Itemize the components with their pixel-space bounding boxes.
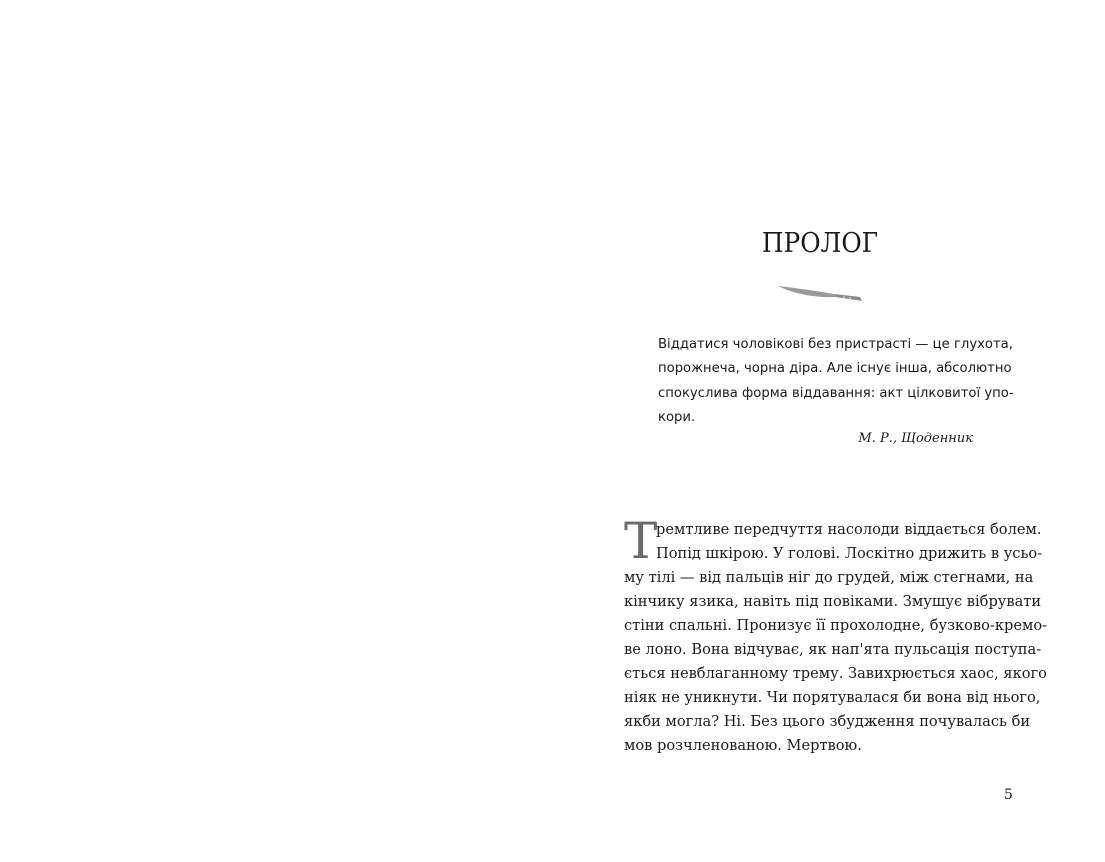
epigraph-line: порожнеча, чорна діра. Але існує інша, абсолютно xyxy=(658,361,1012,377)
drop-cap: Т xyxy=(624,512,658,570)
body-line: кінчику язика, навіть під повіками. Змушує вібрувати xyxy=(624,593,1042,610)
body-line: ється невблаганному трему. Завихрюється хаос, якого xyxy=(624,665,1047,682)
epigraph-line: кори. xyxy=(658,410,696,426)
epigraph-line: Віддатися чоловікові без пристрасті — це глухота, xyxy=(658,337,1013,352)
body-line: ніяк не уникнути. Чи порятувалася би вона від нього, xyxy=(624,689,1041,706)
body-line: якби могла? Ні. Без цього збудження почувалась би xyxy=(624,713,1031,730)
body-line: му тілі — від пальців ніг до грудей, між стегнами, на xyxy=(624,569,1034,586)
knife-icon xyxy=(776,282,866,306)
page-number: 5 xyxy=(1004,787,1013,803)
epigraph-line: спокуслива форма віддавання: акт цілковитої упо- xyxy=(658,385,1014,401)
epigraph xyxy=(658,333,1014,431)
epigraph-attribution: М. Р., Щоденник xyxy=(858,431,973,446)
body-line: Попід шкірою. У голові. Лоскітно дрижить в усьо- xyxy=(656,545,1043,562)
body-line: ремтливе передчуття насолоди віддається болем. xyxy=(656,521,1042,538)
body-line: стіни спальні. Пронизує її прохолодне, бузково-кремо- xyxy=(624,617,1048,634)
body-line: мов розчленованою. Мертвою. xyxy=(624,737,862,754)
body-text xyxy=(624,512,1048,758)
chapter-title: ПРОЛОГ xyxy=(761,228,879,259)
body-line: ве лоно. Вона відчуває, як нап'ята пульсація поступа- xyxy=(624,641,1042,658)
